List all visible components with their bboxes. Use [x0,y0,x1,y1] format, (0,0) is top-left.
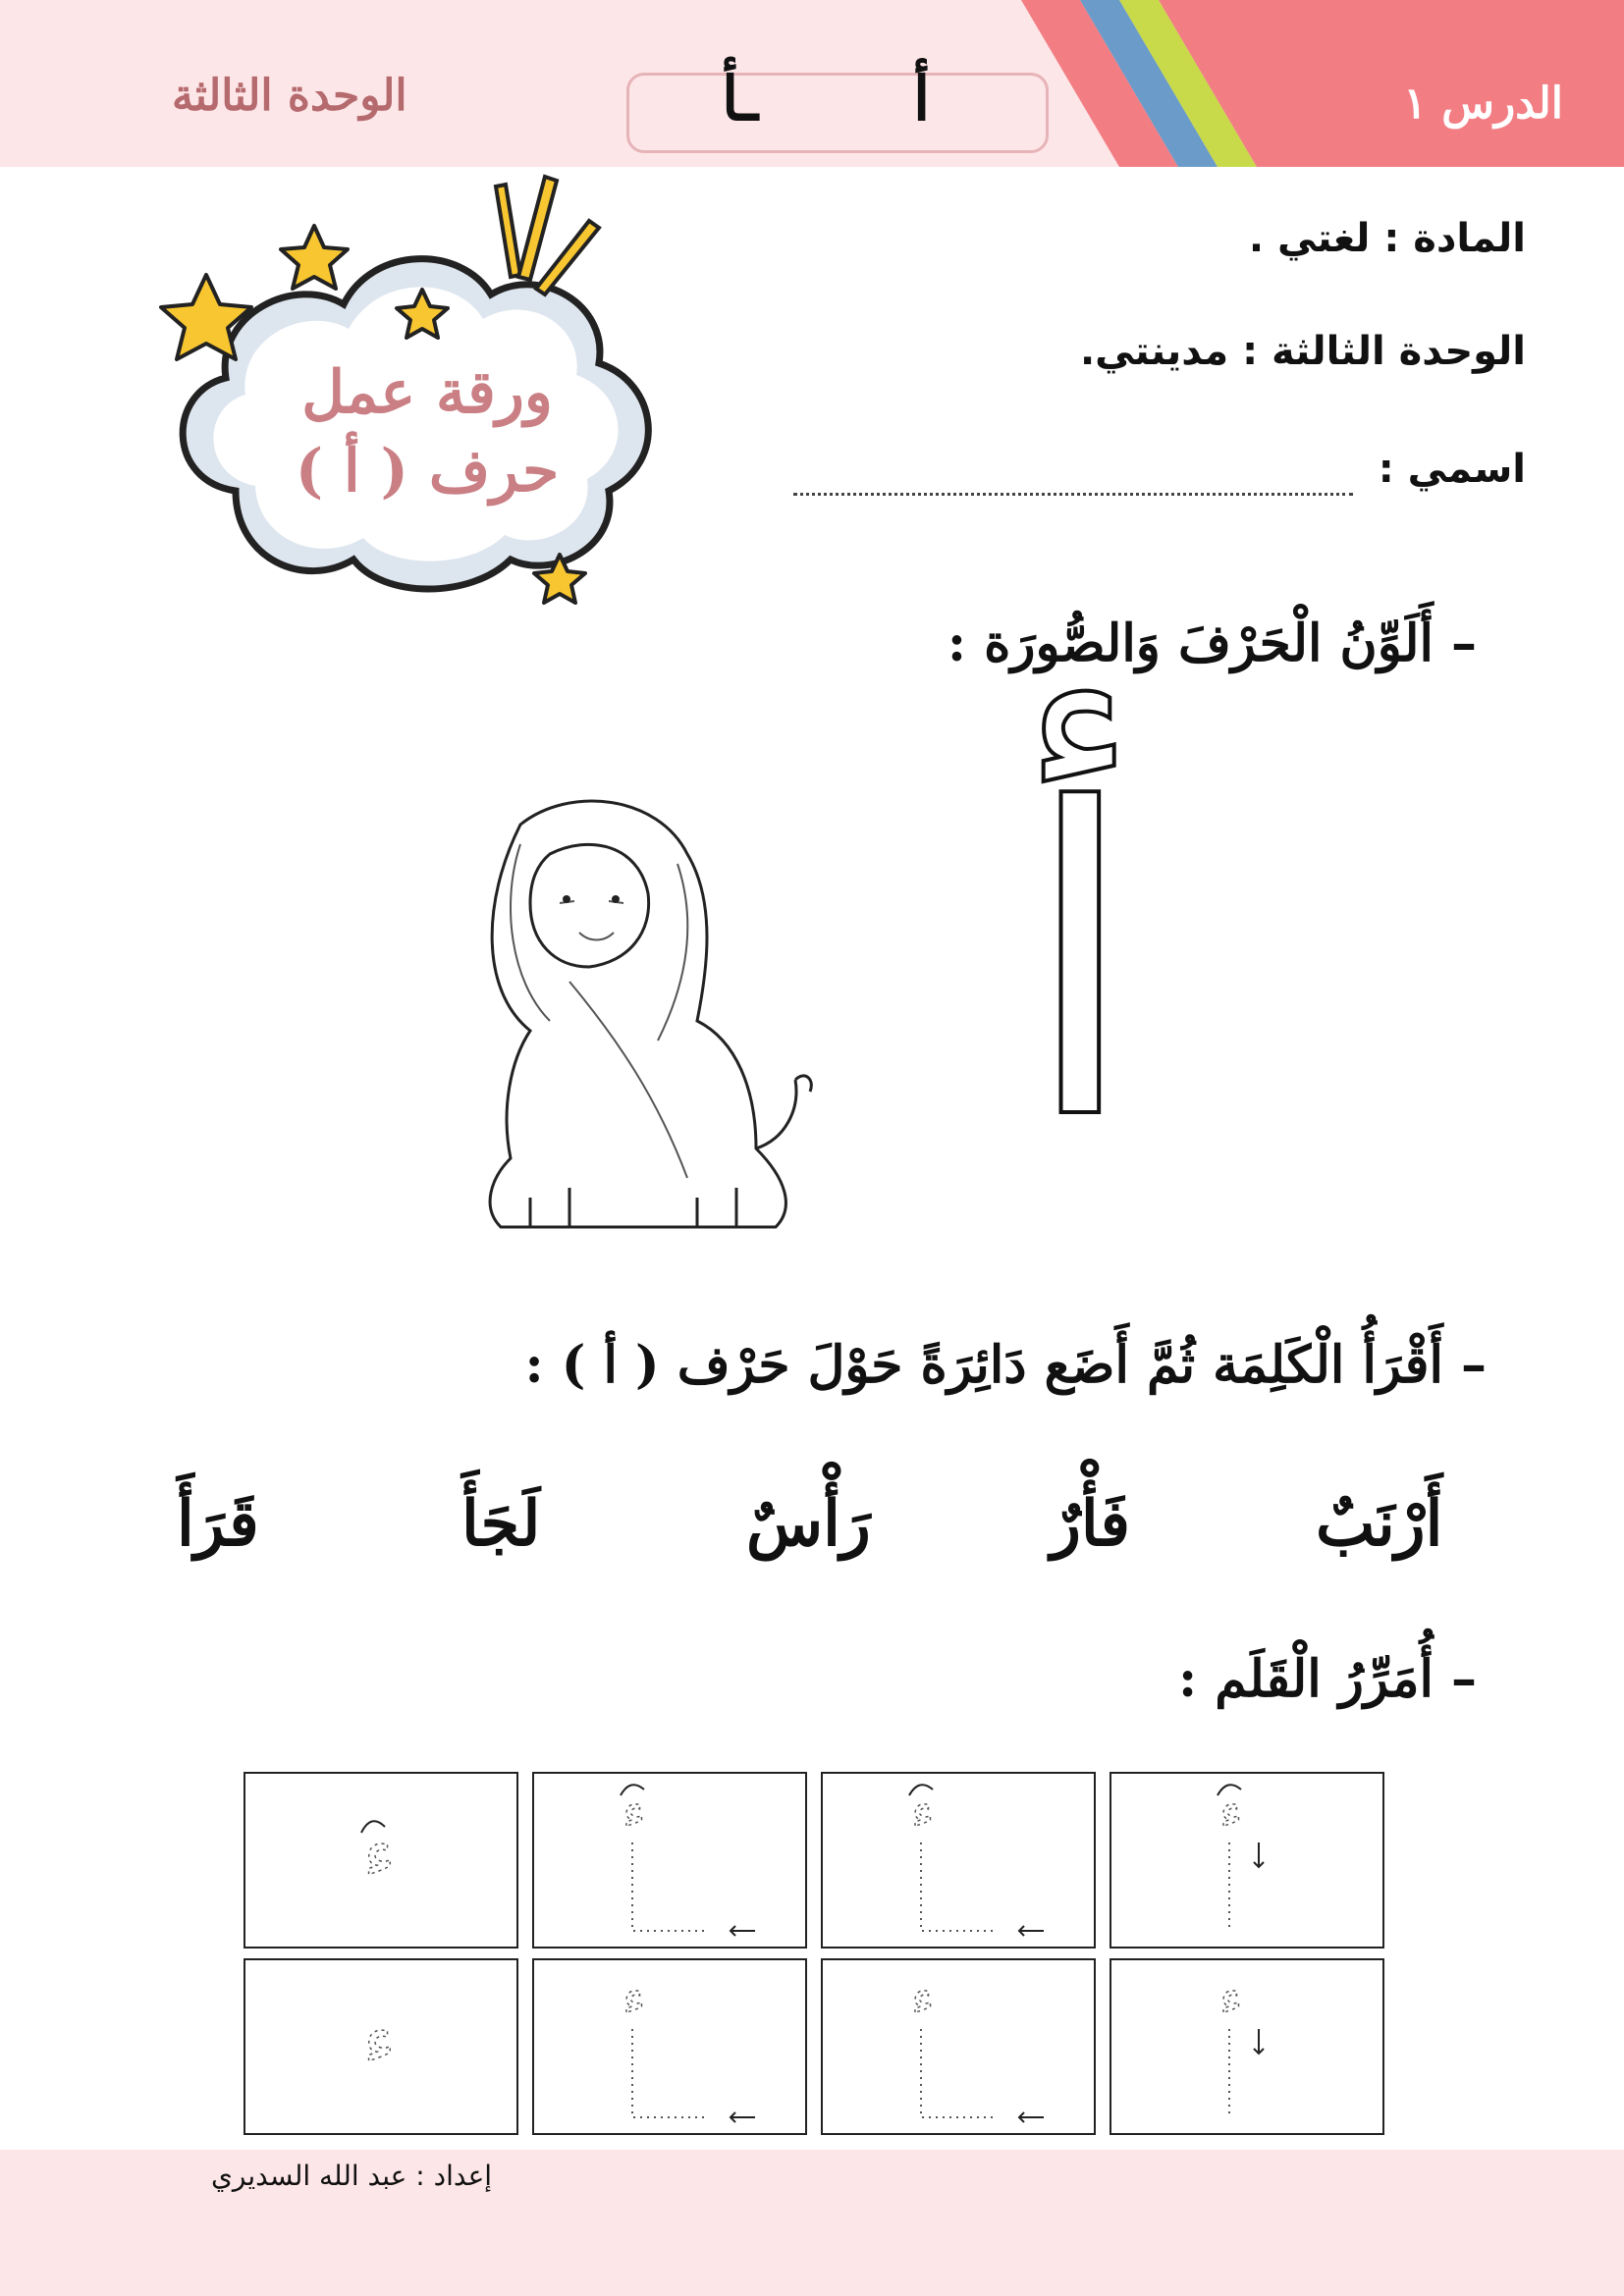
word-lajaa[interactable]: لَجَأَ [461,1487,541,1561]
name-input-line[interactable] [793,493,1353,496]
svg-text:ء: ء [623,1783,646,1840]
svg-text:ء: ء [363,1813,396,1894]
svg-text:ء: ء [911,1783,935,1840]
trace-cell[interactable] [1110,1772,1384,1949]
lesson-number: الدرس ١ [1403,79,1563,129]
letter-form-isolated: أ [913,63,931,134]
svg-text:ء: ء [1219,1969,1243,2026]
lion-illustration[interactable] [461,785,835,1256]
section-trace-instruction: – أُمَرِّرُ الْقَلَم : [1177,1649,1477,1709]
name-label: اسمي : [1378,447,1526,492]
svg-text:ء: ء [1219,1783,1243,1840]
subject-label: المادة : لغتي . [1248,216,1526,261]
svg-text:ء: ء [363,2000,396,2080]
author-credit: إعداد : عبد الله السديري [211,2160,493,2192]
letter-forms-box [626,73,1049,153]
letter-form-final: ـأ [722,63,759,134]
word-raas[interactable]: رَأْسٌ [746,1487,871,1561]
word-faar[interactable]: فَأْرٌ [1051,1487,1130,1561]
unit-title: الوحدة الثالثة [172,71,407,121]
word-arnab[interactable]: أَرْنَبٌ [1316,1487,1443,1561]
word-qaraa[interactable]: قَرَأَ [177,1487,259,1561]
trace-cell[interactable] [821,1772,1096,1949]
badge-title [265,353,589,510]
trace-cell[interactable] [532,1958,807,2135]
section-read-instruction: – أَقْرَأُ الْكَلِمَة ثُمَّ أَضَع دَائِرَةً حَوْلَ حَرْف ( أ ) : [524,1335,1487,1395]
big-letter-outline: أ [1021,721,1139,1212]
badge-line-2: حرف ( أ ) [295,437,560,506]
trace-cell[interactable] [532,1772,807,1949]
burst-rays-icon [496,177,599,294]
trace-cell[interactable] [821,1958,1096,2135]
svg-text:ء: ء [911,1969,935,2026]
section-color-instruction: – أَلَوِّنُ الْحَرْفَ وَالصُّورَة : [947,614,1477,673]
trace-cell[interactable] [1110,1958,1384,2135]
trace-cell[interactable] [244,1958,518,2135]
svg-text:ء: ء [623,1969,646,2026]
star-icon [281,226,348,289]
badge-line-1: ورقة عمل [301,358,553,427]
trace-cell[interactable] [244,1772,518,1949]
unit-label: الوحدة الثالثة : مدينتي. [1079,329,1526,374]
